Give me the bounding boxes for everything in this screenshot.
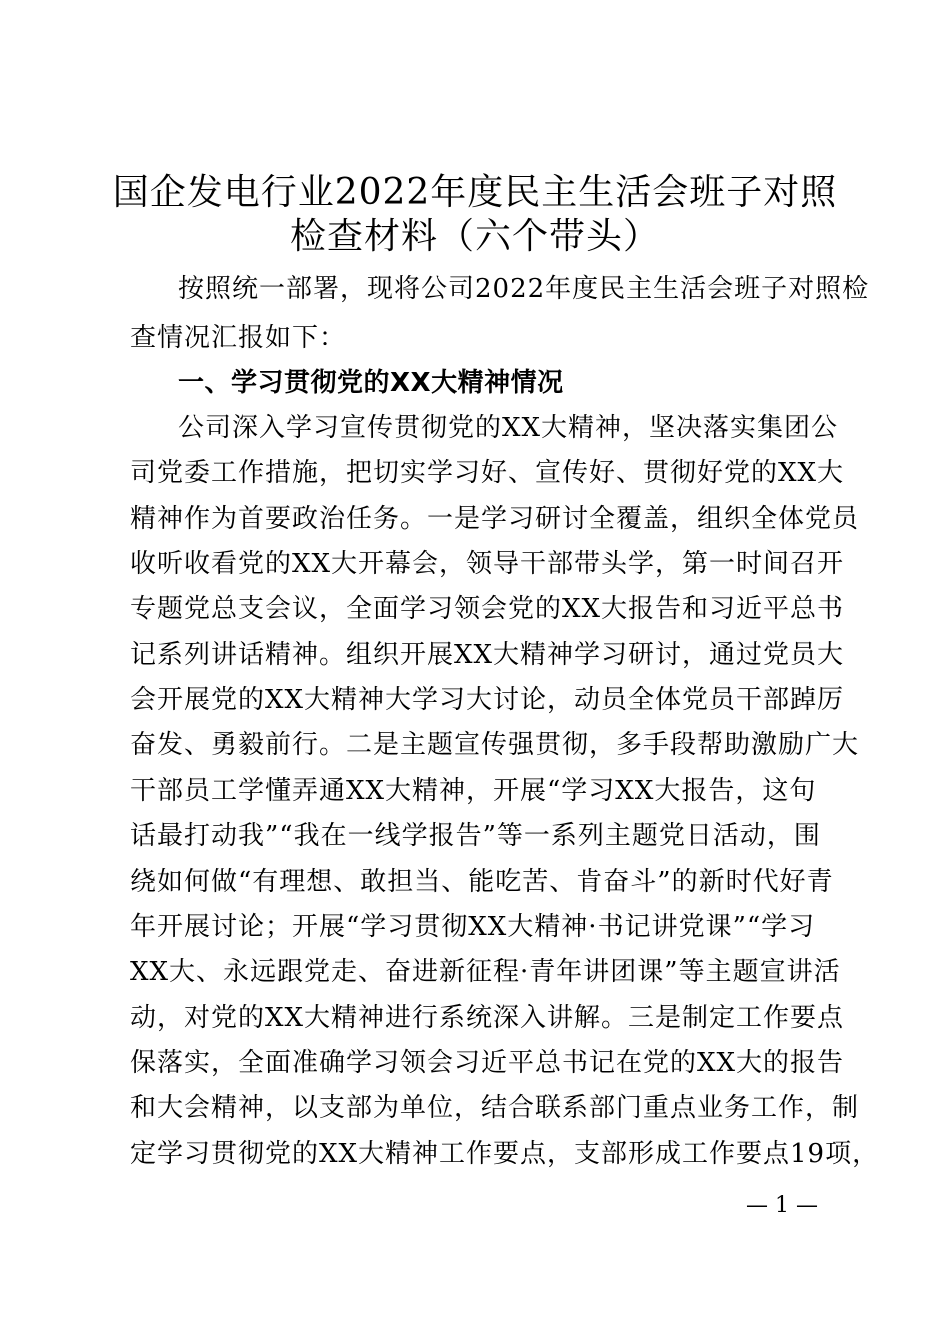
body-line-2: 司党委工作措施，把切实学习好、宣传好、贯彻好党的XX大 [130,458,845,488]
intro-line-1: 按照统一部署，现将公司2022年度民主生活会班子对照检 [178,274,870,304]
body-line-16: 和大会精神，以支部为单位，结合联系部门重点业务工作，制 [130,1093,860,1123]
body-line-4: 收听收看党的XX大开幕会，领导干部带头学，第一时间召开 [130,549,845,579]
body-line-17: 定学习贯彻党的XX大精神工作要点，支部形成工作要点19项， [130,1139,880,1169]
body-line-10: 话最打动我”“我在一线学报告”等一系列主题党日活动，围 [130,821,821,851]
body-line-14: 动，对党的XX大精神进行系统深入讲解。三是制定工作要点 [130,1003,845,1033]
body-line-3: 精神作为首要政治任务。一是学习研讨全覆盖，组织全体党员 [130,504,860,534]
intro-line-2: 查情况汇报如下： [130,323,347,353]
body-line-6: 记系列讲话精神。组织开展XX大精神学习研讨，通过党员大 [130,640,845,670]
page-number: — 1 — [746,1193,818,1218]
body-line-12: 年开展讨论；开展“学习贯彻XX大精神·书记讲党课”“学习 [130,912,816,942]
document-title-line-1: 国企发电行业2022年度民主生活会班子对照 [112,172,838,213]
body-line-15: 保落实，全面准确学习领会习近平总书记在党的XX大的报告 [130,1048,845,1078]
body-line-11: 绕如何做“有理想、敢担当、能吃苦、肯奋斗”的新时代好青 [130,867,834,897]
body-line-13: XX大、永远跟党走、奋进新征程·青年讲团课”等主题宣讲活 [130,957,841,987]
body-line-5: 专题党总支会议，全面学习领会党的XX大报告和习近平总书 [130,594,845,624]
body-line-1: 公司深入学习宣传贯彻党的XX大精神，坚决落实集团公 [178,413,839,443]
document-title-line-2: 检查材料（六个带头） [289,216,660,257]
section-heading: 一、学习贯彻党的XX大精神情况 [178,368,564,398]
body-line-7: 会开展党的XX大精神大学习大讨论，动员全体党员干部踔厉 [130,685,845,715]
body-line-9: 干部员工学懂弄通XX大精神，开展“学习XX大报告，这句 [130,776,817,806]
body-line-8: 奋发、勇毅前行。二是主题宣传强贯彻，多手段帮助激励广大 [130,730,860,760]
